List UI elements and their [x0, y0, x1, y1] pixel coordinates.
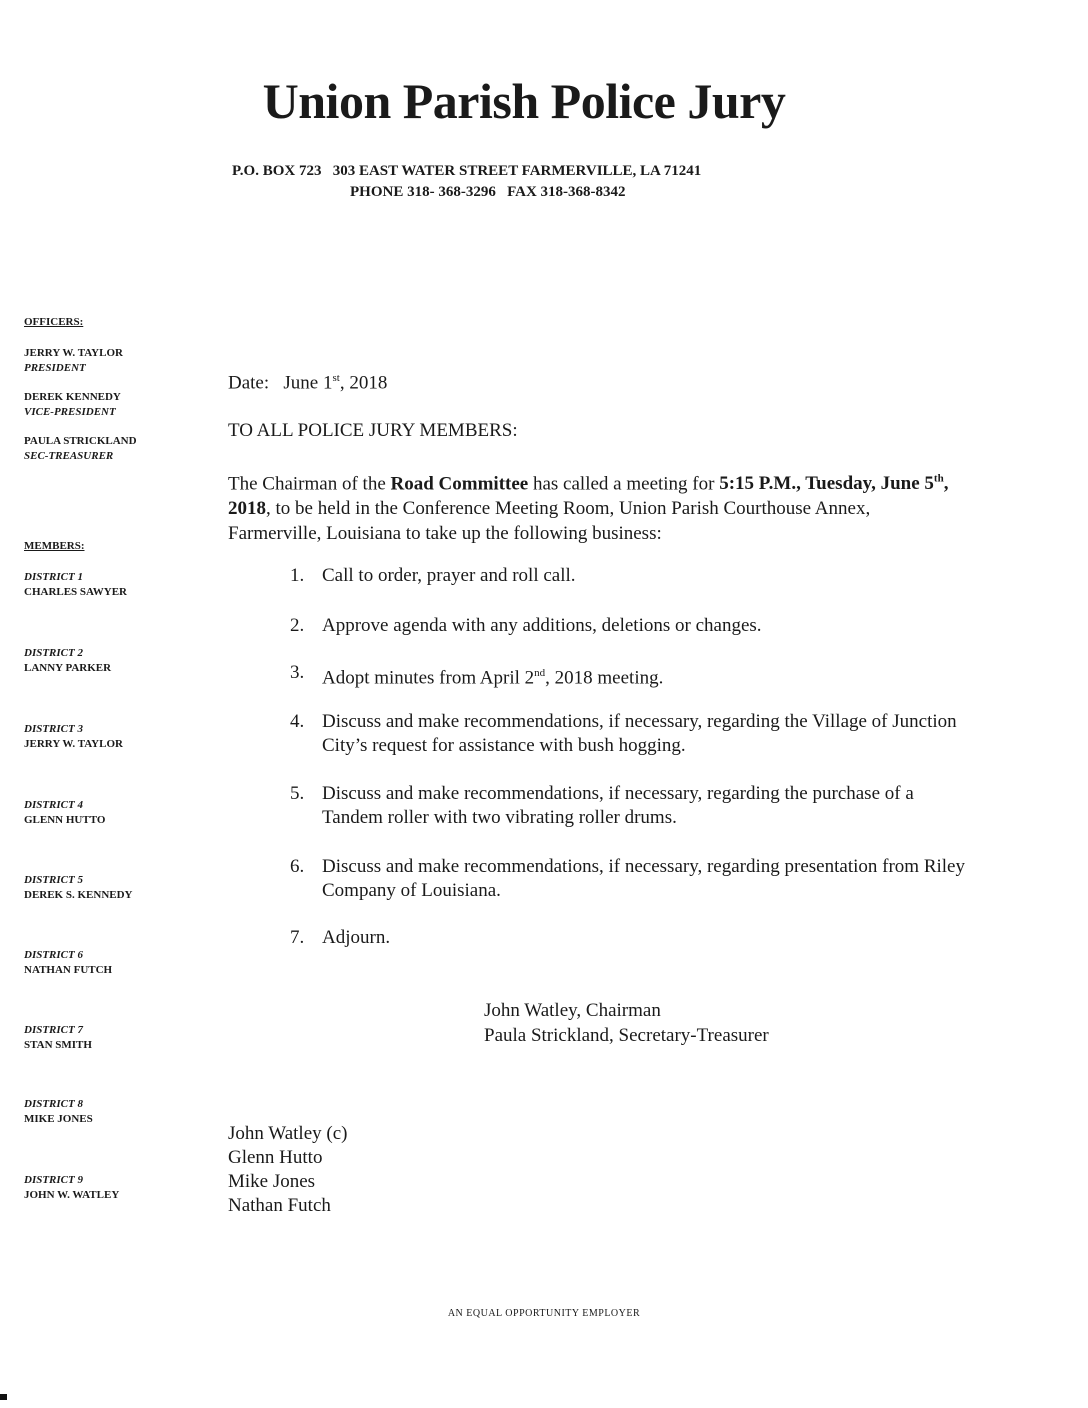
member-district: DISTRICT 9 — [24, 1174, 83, 1186]
member-name: LANNY PARKER — [24, 662, 112, 674]
member-district: DISTRICT 5 — [24, 874, 83, 886]
intro-text: , to be held in the Conference Meeting Room, Union Parish Courthouse Annex, Farmerville, Louisiana to take up the following business: — [228, 498, 871, 545]
member-name: STAN SMITH — [24, 1039, 92, 1051]
member-entry — [24, 722, 123, 752]
meeting-time: 5:15 P.M., Tuesday, June 5th, 2018 — [228, 473, 949, 520]
member-entry — [24, 570, 127, 600]
agenda-number: 6. — [290, 856, 305, 877]
member-name: NATHAN FUTCH — [24, 964, 113, 976]
salutation: TO ALL POLICE JURY MEMBERS: — [228, 420, 518, 441]
member-entry — [24, 948, 112, 978]
member-entry — [24, 1173, 119, 1203]
officer-entry — [24, 390, 121, 420]
officers-heading: OFFICERS: — [24, 316, 84, 328]
member-district: DISTRICT 3 — [24, 723, 83, 735]
cc-list — [228, 1122, 347, 1218]
committee-name: Road Committee — [390, 473, 529, 495]
officer-title: VICE-PRESIDENT — [24, 406, 116, 418]
officer-title: PRESIDENT — [24, 362, 86, 374]
footer-equal-opportunity: AN EQUAL OPPORTUNITY EMPLOYER — [447, 1308, 641, 1319]
agenda-item — [290, 710, 970, 758]
member-entry — [24, 798, 105, 828]
member-district: DISTRICT 7 — [24, 1024, 83, 1036]
officer-name: PAULA STRICKLAND — [24, 435, 137, 447]
cc-name: Nathan Futch — [228, 1195, 331, 1216]
intro-paragraph — [228, 467, 968, 546]
agenda-item — [290, 855, 970, 903]
agenda-item — [290, 782, 970, 830]
officer-title: SEC-TREASURER — [24, 450, 114, 462]
agenda-text: Approve agenda with any additions, deletions or changes. — [322, 615, 762, 636]
member-district: DISTRICT 8 — [24, 1098, 83, 1110]
agenda-number: 5. — [290, 783, 305, 804]
date-year: , 2018 — [339, 372, 388, 394]
member-entry — [24, 1097, 93, 1127]
officer-name: DEREK KENNEDY — [24, 391, 121, 403]
cc-name: Mike Jones — [228, 1171, 316, 1192]
cc-name: John Watley (c) — [228, 1123, 348, 1144]
member-name: MIKE JONES — [24, 1113, 93, 1125]
date-value: June 1 — [283, 372, 333, 394]
agenda-item — [290, 564, 970, 588]
letterhead-phone-fax: PHONE 318- 368-3296 FAX 318-368-8342 — [350, 184, 626, 200]
agenda-item — [290, 614, 970, 638]
intro-text: The Chairman of the — [228, 473, 391, 495]
members-heading: MEMBERS: — [24, 540, 85, 552]
letterhead-address: P.O. BOX 723 303 EAST WATER STREET FARMERVILLE, LA 71241 — [232, 163, 702, 179]
letter-date — [228, 372, 387, 394]
agenda-text: Discuss and make recommendations, if necessary, regarding presentation from Riley Company of Louisiana. — [322, 856, 965, 901]
agenda-number: 3. — [290, 662, 305, 683]
signature-chairman: John Watley, Chairman — [484, 1000, 661, 1021]
officer-entry — [24, 434, 137, 464]
member-entry — [24, 646, 111, 676]
agenda-item — [290, 661, 970, 690]
agenda-text: Adopt minutes from April 2nd, 2018 meeting. — [322, 667, 664, 689]
intro-text: has called a meeting for — [528, 473, 720, 495]
member-name: JOHN W. WATLEY — [24, 1189, 120, 1201]
agenda-number: 4. — [290, 711, 305, 732]
member-district: DISTRICT 1 — [24, 571, 83, 583]
member-name: GLENN HUTTO — [24, 814, 106, 826]
agenda-text: Discuss and make recommendations, if necessary, regarding the purchase of a Tandem roller with two vibrating roller drums. — [322, 783, 914, 828]
member-name: DEREK S. KENNEDY — [24, 889, 133, 901]
agenda-number: 2. — [290, 615, 305, 636]
member-name: JERRY W. TAYLOR — [24, 738, 123, 750]
signature-secretary: Paula Strickland, Secretary-Treasurer — [484, 1025, 769, 1046]
member-entry — [24, 1023, 92, 1053]
officer-entry — [24, 346, 123, 376]
agenda-number: 1. — [290, 565, 305, 586]
officer-name: JERRY W. TAYLOR — [24, 347, 123, 359]
agenda-text: Call to order, prayer and roll call. — [322, 565, 576, 586]
member-name: CHARLES SAWYER — [24, 586, 127, 598]
member-district: DISTRICT 2 — [24, 647, 83, 659]
date-suffix: st — [332, 372, 340, 384]
member-district: DISTRICT 6 — [24, 949, 83, 961]
cc-name: Glenn Hutto — [228, 1147, 323, 1168]
agenda-text: Adjourn. — [322, 927, 391, 948]
member-district: DISTRICT 4 — [24, 799, 83, 811]
agenda-number: 7. — [290, 927, 305, 948]
scan-edge-mark — [0, 1394, 7, 1400]
letterhead-title: Union Parish Police Jury — [262, 73, 786, 129]
agenda-text: Discuss and make recommendations, if necessary, regarding the Village of Junction City’s request for assistance with bush hogging. — [322, 711, 957, 756]
date-label: Date: — [228, 372, 270, 394]
agenda-item — [290, 926, 970, 950]
member-entry — [24, 873, 133, 903]
